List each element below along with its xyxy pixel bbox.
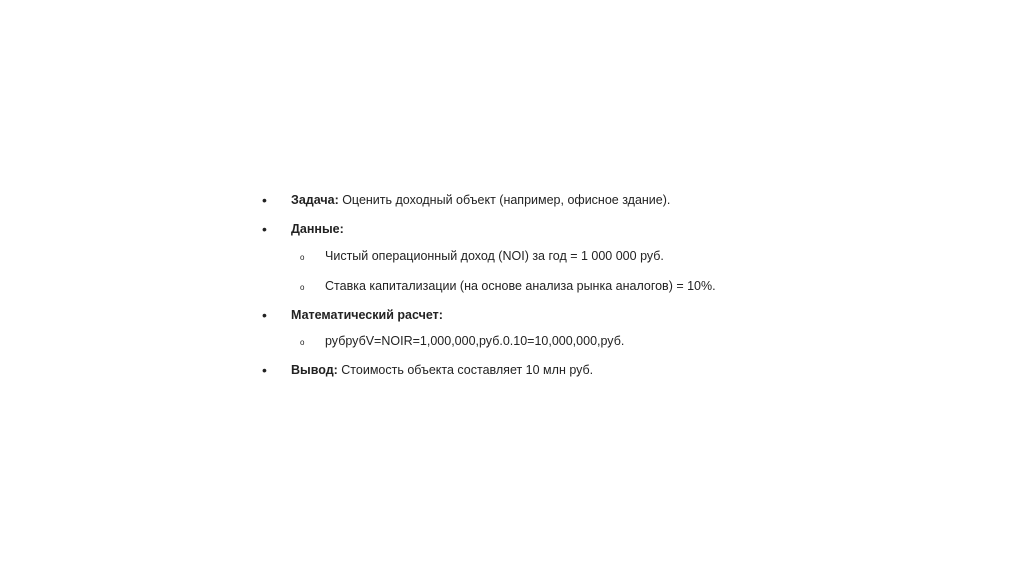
item-body: Оценить доходный объект (например, офисное здание). <box>338 193 671 207</box>
list-item-calculation <box>262 307 822 324</box>
bullet-list <box>262 192 822 379</box>
item-body: Стоимость объекта составляет 10 млн руб. <box>337 363 594 377</box>
sub-list-item-formula <box>262 333 822 350</box>
item-text <box>291 307 443 324</box>
item-text <box>291 362 593 379</box>
formula-text: рубрубV=NOIR=1,000,000,руб.0.10=10,000,000,руб. <box>325 334 625 348</box>
list-item-task <box>262 192 822 209</box>
sub-list-item-cap-rate <box>262 278 822 295</box>
sub-item-text: Ставка капитализации (на основе анализа рынка аналогов) = 10%. <box>325 279 716 293</box>
bullet-icon: • <box>262 362 267 378</box>
circle-bullet-icon: o <box>300 338 305 347</box>
list-item-conclusion <box>262 362 822 379</box>
list-item-data <box>262 221 822 238</box>
item-label: Математический расчет: <box>291 308 443 322</box>
item-text <box>291 192 670 209</box>
sub-item-text: Чистый операционный доход (NOI) за год = 1 000 000 руб. <box>325 249 664 263</box>
bullet-icon: • <box>262 192 267 208</box>
item-label: Задача: <box>291 193 339 207</box>
circle-bullet-icon: o <box>300 283 305 292</box>
bullet-icon: • <box>262 307 267 323</box>
sub-list-item-noi <box>262 248 822 265</box>
item-label: Данные: <box>291 222 344 236</box>
item-label: Вывод: <box>291 363 338 377</box>
circle-bullet-icon: o <box>300 253 305 262</box>
item-text <box>291 221 344 238</box>
bullet-icon: • <box>262 221 267 237</box>
